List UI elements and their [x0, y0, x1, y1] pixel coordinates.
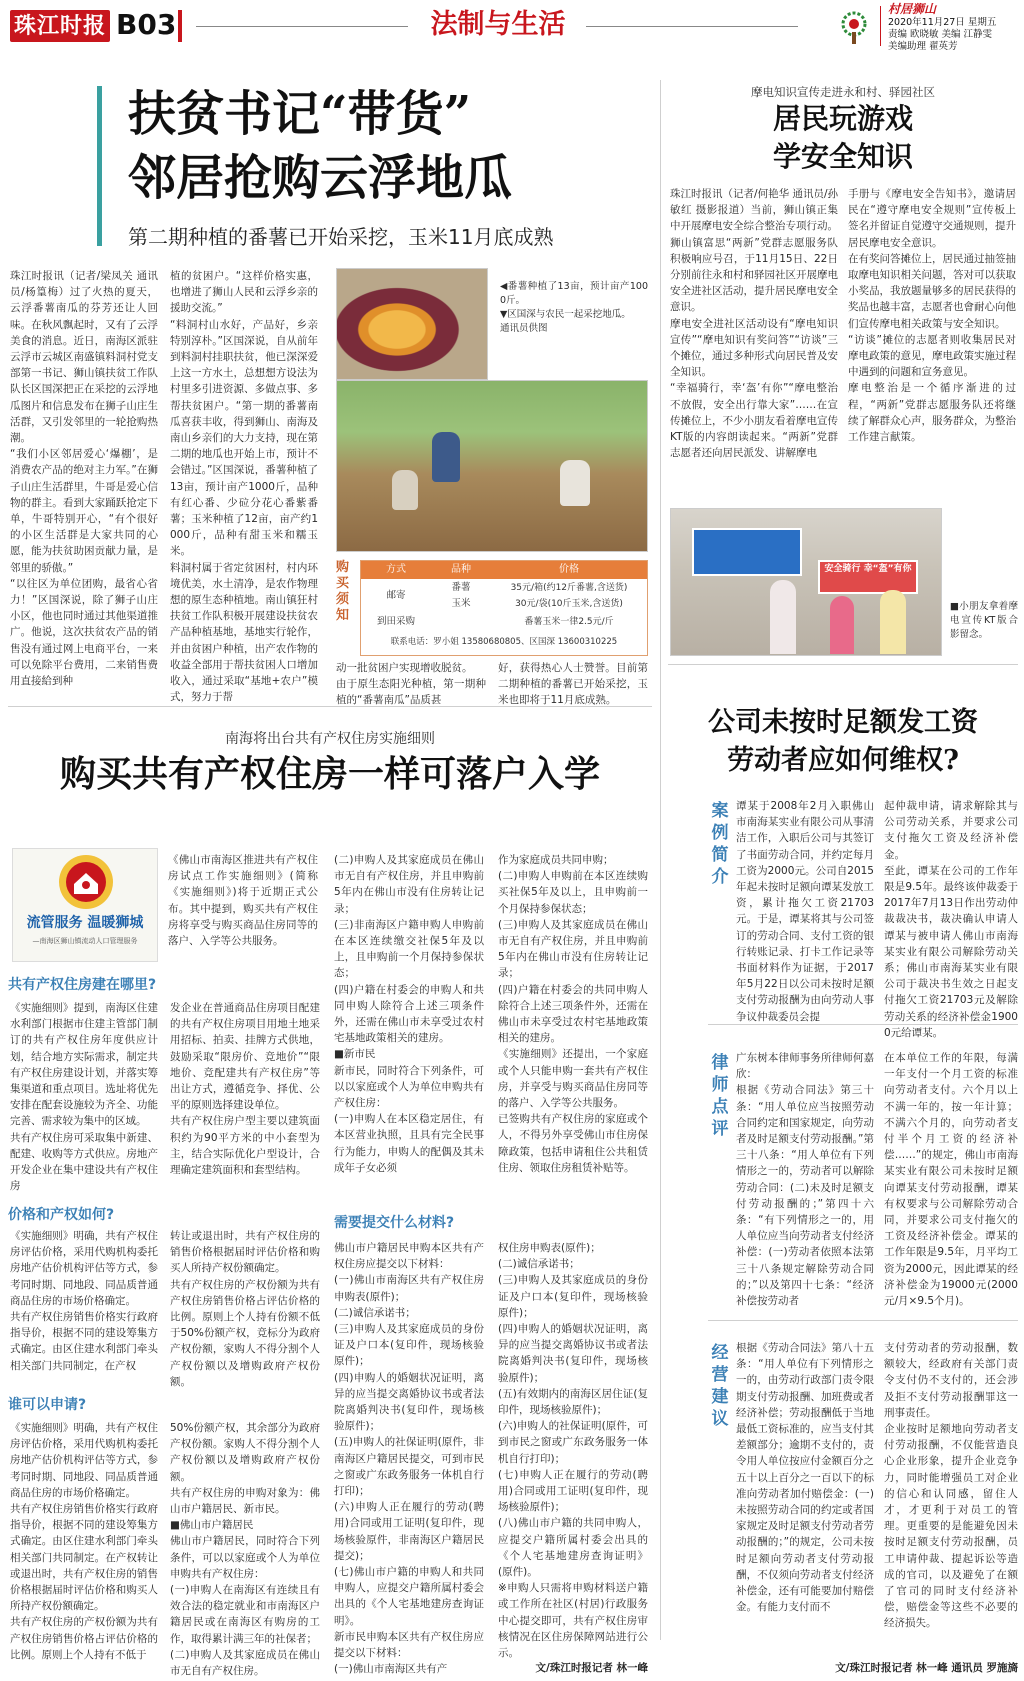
story3-q1-col2: 发企业在普通商品住房项目配建的共有产权住房项目用地土地采用招标、拍卖、挂牌方式供地，鼓励采取“限房价、竞地价”“限地价、竞配建共有产权住房”等出让方式，遵循竞争、择优、公平的原则选择建设单位。 共有产权住房户型主要以建筑面积约为90平方米的中小套型为主，结合实际优化户型设计，合理确定建筑面积和套型结构。 — [170, 1002, 320, 1177]
child-figure-2 — [830, 596, 854, 654]
story4-advice-col1: 根据《劳动合同法》第八十五条：“用人单位有下列情形之一的，由劳动行政部门责令限期支付劳动报酬、加班费或者经济补偿；劳动报酬低于当地最低工资标准的，应当支付其差额部分；逾期不支付的，责令用人单位按应付金额百分之五十以上百分之一百以下的标准向劳动者加付赔偿金：(一)未按照劳动合同的约定或者国家规定及时足额支付劳动者劳动报酬的；”的规定，公司未按时足额向劳动者支付劳动报酬，不仅须向劳动者支付经济补偿金，还有可能要加付赔偿金。有能力支付而不 — [736, 1342, 874, 1614]
table-cell-price: 35元/箱(约12斤番薯,含送货) — [510, 583, 628, 593]
story4-case-col2: 起仲裁申请，请求解除其与公司劳动关系，并要求公司支付拖欠工资及经济补偿金。 至此，谭某在公司的工作年限是9.5年。最终该仲裁委于2017年7月13日作出劳动仲裁裁决书，裁决确认申请人谭某与被申请人佛山市南海某实业有限公司解除劳动关系；佛山市南海某实业有限公司于裁决书生效之日起支付拖欠工资21703元及解除劳动关系的经济补偿金19000元给谭某。 — [884, 800, 1018, 1039]
case-summary-label: 案例简介 — [711, 801, 729, 887]
story2-photo-caption: ■小朋友拿着摩电宣传KT版合影留念。 — [950, 601, 1018, 640]
child-figure-3 — [880, 590, 906, 654]
story2-bottom-rule — [668, 664, 1018, 665]
story4-lawyer-col1: 广东树本律师事务所律师何嘉欣： 根据《劳动合同法》第三十条：“用人单位应当按照劳动合同约定和国家规定，向劳动者及时足额支付劳动报酬。”第三十八条：“用人单位有下列情形之一的，劳动者可以解除劳动合同：(二)未及时足额支付劳动报酬的；”第四十六条：“有下列情形之一的，用人单位应当向劳动者支付经济补偿：(一)劳动者依照本法第三十八条规定解除劳动合同的；”以及第四十七条：“经济补偿按劳动者 — [736, 1052, 874, 1308]
story4-case-col1: 谭某于2008年2月入职佛山市南海某实业有限公司从事清洁工作，入职后公司与其签订了书面劳动合同，并约定每月工资为2000元。公司自2015年起未按时足额向谭某发放工资，累计拖欠工资21703元。于是，谭某将其与公司签订的劳动合同、支付工资的银行转账记录、打卡工作记录等书面材料作为证据，于2017年5月22日以公司未按时足额支付劳动报酬为由向劳动人事争议仲裁委员会提 — [736, 800, 874, 1023]
sweet-potato-photo — [336, 268, 488, 380]
child-figure-1 — [770, 580, 796, 654]
event-banner — [692, 528, 802, 576]
story1-subtitle: 第二期种植的番薯已开始采挖，玉米11月底成熟 — [128, 225, 554, 249]
table-header-method: 方式 — [386, 564, 406, 575]
paper-name: 珠江时报 — [13, 13, 106, 39]
editor-line-2: 美编助理 翟英芳 — [888, 41, 958, 52]
page-number: B03 — [116, 8, 177, 41]
story4-title-line2: 劳动者应如何维权? — [727, 745, 959, 776]
story3-q3-col1: 《实施细则》明确，共有产权住房评估价格，采用代购机构委托房地产估价机构评估等方式，参考同时期、同地段、同品质普通商品住房的市场价格确定。 共有产权住房销售价格实行政府指导价，根据不同的建设筹集方式确定。由区住建水利部门牵头相关部门共同制定。在产权转让或退出时，共有产权住房的销售价格根据届时评估价格和购买人所持产权份额确定。 共有产权住房的产权份额为共有产权住房销售价格占评估价格的比例。原则上个人持有不低于 — [10, 1422, 158, 1661]
story3-q2-col1: 《实施细则》明确，共有产权住房评估价格，采用代购机构委托房地产估价机构评估等方式，参考同时期、同地段、同品质普通商品住房的市场价格确定。 共有产权住房销售价格实行政府指导价，根据不同的建设筹集方式确定。由区住建水利部门牵头相关部门共同制定，在产权 — [10, 1230, 158, 1372]
story3-title: 购买共有产权住房一样可落户入学 — [59, 753, 600, 795]
story3-q4-heading: 需要提交什么材料? — [334, 1215, 455, 1231]
story4-title-line1: 公司未按时足额发工资 — [708, 707, 978, 738]
story3-kicker: 南海将出台共有产权住房实施细则 — [225, 731, 435, 747]
story3-q1-heading: 共有产权住房建在哪里? — [8, 977, 157, 993]
story1-col2: 植的贫困户。“这样价格实惠，也增进了狮山人民和云浮乡亲的援助交流。” “料洞村山水好，产品好，乡亲特别淳朴。”区国深说，自从前年到料洞村挂职扶贫，他已深深爱上这一方水土，总想想方设法为村里多引进资源、多做点事、多帮扶贫困户。“第一期的番薯南瓜喜获丰收，得到狮山、南海及南山乡亲们的大力支持，现在第二期的地瓜也开始上市，预计不会错过。”区国深说，番薯种植了13亩，预计亩产1000斤，品种有红心番、少砬分花心番紫番薯；玉米种植了12亩，亩产约1000斤，品种有甜玉米和糯玉米。 料洞村属于省定贫困村，村内环境优美，水土清净，是农作物理想的原生态种植地。南山镇狂村扶贫工作队积极开展建设扶贫农产品种植基地，基地实行轮作，并由贫困户种植，出产农作物的收益全部用于帮扶贫困人口增加收入，通过采取“基地+农户”模式，努力于帮 — [170, 270, 318, 704]
logo-subtitle: —南海区狮山镇流动人口管理服务 — [32, 937, 138, 945]
column-divider-main — [660, 80, 661, 1640]
house-hands-icon — [57, 853, 115, 911]
table-cell-variety: 番薯 — [451, 582, 471, 593]
story2-title-line2: 学安全知识 — [772, 140, 913, 173]
story1-title-line2: 邻居抢购云浮地瓜 — [128, 150, 513, 206]
story3-q1-col1: 《实施细则》提到，南海区住建水利部门根据市住建主管部门制订的共有产权住房年度供应计划，结合地方实际需求，制定共有产权住房建设计划，并落实筹集渠道和重点项目。选址将优先安排在配套设施较为齐全、功能完善、需求较为集中的区域。 共有产权住房可采取集中新建、配建、收购等方式供应。房地产开发企业在集中建设共有产权住房 — [10, 1002, 158, 1193]
table-header-variety: 品种 — [451, 564, 471, 575]
masthead — [0, 0, 1024, 52]
story1-accent-bar — [97, 86, 102, 246]
story4-rule-2 — [708, 1320, 1018, 1321]
masthead-rule-right — [586, 26, 798, 27]
story2-title-line1: 居民玩游戏 — [772, 102, 913, 135]
story1-photo-caption: ◀番薯种植了13亩，预计亩产1000斤。 ▼区国深与农民一起采挖地瓜。 通讯员供图 — [500, 281, 648, 334]
masthead-rule-left — [196, 26, 408, 27]
story4-lawyer-col2: 在本单位工作的年限，每满一年支付一个月工资的标准向劳动者支付。六个月以上不满一年的，按一年计算；不满六个月的，向劳动者支付半个月工资的经济补偿……”的规定，佛山市南海某实业有限公司未按时足额向谭某支付劳动报酬，谭某有权要求与公司解除劳动合同，并要求公司支付拖欠的工资及经济补偿金。谭某的工作年限是9.5年，月平均工资为2000元，因此谭某的经济补偿金为19000元(2000元/月×9.5个月)。 — [884, 1052, 1018, 1308]
table-cell-variety: 玉米 — [451, 598, 471, 609]
field-harvest-photo — [336, 380, 648, 552]
story1-col1: 珠江时报讯（记者/梁凤关 通讯员/杨篁梅）过了火热的夏天，云浮番薯南瓜的芬芳还让人回味。在秋风飘起时，又有了云浮美食的消息。近日，南海区派驻云浮市云城区南盛镇料洞村党支部第一书记、狮山镇扶贫工作队队长区国深把正在采挖的云浮地瓜图片和信息发布在狮子山庄生活群，又引发邻里的一轮抢购热潮。 “我们小区邻居爱心‘爆棚’，是消费农产品的绝对主力军。”在狮子山庄生活群里，牛哥是爱心信物的群主。看到大家踊跃抢定下单，牛哥特别开心，“有个很好的小区生活群是大家共同的心愿，能为扶贫助困贡献力量，是邻里的骄傲。” “以往区为单位团购，最省心省力！”区国深说，除了狮子山庄小区，他也同时通过其他渠道推广。他说，这次扶贫农产品的销售没有通过网上电商平台，一来可以免除平台费用，二来销售费用直接給到种 — [10, 270, 158, 688]
editor-line-1: 责编 欧晓敏 美编 江静雯 — [888, 29, 993, 40]
table-cell-method: 邮寄 — [386, 590, 406, 601]
table-cell-price: 番薯玉米一律2.5元/斤 — [524, 617, 614, 627]
story1-title-line1: 扶贫书记“带货” — [128, 86, 472, 142]
tree-logo-icon — [834, 10, 874, 46]
table-header-price: 价格 — [559, 564, 579, 575]
story3-col3b: 佛山市户籍居民申购本区共有产权住房应提交以下材料： (一)佛山市南海区共有产权住房申购表(原件)； (二)诚信承诺书； (三)申购人及其家庭成员的身份证及户口本(复印件，现场核验原件)； (四)申购人的婚姻状况证明，离异的应当提交离婚协议书或者法院离婚判决书(复印件，现场核验原件)； (五)申购人的社保证明(原件，非南海区户籍居民提交，可到市民之窗或广东政务服务一体机自行打印)； (六)申购人正在履行的劳动(聘用)合同或用工证明(复印件，现场核验原件，非南海区户籍居民提交)； (七)佛山市户籍的申购人和共同申购人，应提交户籍所属村委会出具的《个人宅基地建房查询证明》。 新市民申购本区共有产权住房应提交以下材料： (一)佛山市南海区共有产 — [334, 1242, 484, 1676]
story4-byline: 文/珠江时报记者 林一峰 通讯员 罗施旖 — [835, 1662, 1018, 1674]
field-person-2 — [392, 470, 418, 510]
story1-col3: 动一批贫困户实现增收脱贫。 由于原生态阳光种植，第一期种植的“番薯南瓜”品质甚 — [336, 662, 486, 707]
story2-kicker: 摩电知识宣传走进永和村、驿园社区 — [751, 85, 935, 99]
story1-col4: 好，获得热心人士赞誉。目前第二期种植的番薯已开始采挖，玉米也即将于11月底成熟。 — [498, 662, 648, 707]
story2-col2: 手册与《摩电安全告知书》，邀请居民在“遵守摩电安全规则”宣传板上签名并留证自觉遵守交通规则，提升居民摩电安全意识。 在有奖问答摊位上，居民通过抽签抽取摩电知识相关问题，答对可以获取小奖品，我放题量够多的居民获得的奖品也越丰富，志愿者也會耐心向他们宣传摩电相关政策与安全知识。 “访谈”摊位的志愿者则收集居民对摩电政策的意见，摩电政策实施过程中遇到的问题和宣务意见。 摩电整治是一个循序渐进的过程，“两新”党群志愿服务队还将继续了解群众心声，服务群众，为整治工作建言献策。 — [848, 188, 1016, 444]
column-name: 村居狮山 — [888, 2, 937, 16]
event-kt-board-text: 安全骑行 幸“盔”有你 — [824, 564, 912, 574]
purchase-notice-label: 购买须知 — [336, 560, 350, 623]
story3-intro: 《佛山市南海区推进共有产权住房试点工作实施细则》(简称《实施细则》)将于近期正式公布。其中提到，购买共有产权住房将享受与购买商品住房同等的落户、入学等公共服务。 — [168, 854, 318, 948]
field-person-3 — [560, 460, 590, 506]
masthead-bar — [178, 10, 182, 42]
story4-rule-1 — [708, 1024, 1018, 1025]
story3-col4b: 权住房申购表(原件)； (二)诚信承诺书； (三)申购人及其家庭成员的身份证及户口本(复印件，现场核验原件)； (四)申购人的婚姻状况证明，离异的应当提交离婚协议书或者法院离婚判决书(复印件，现场核验原件)； (五)有效期内的南海区居住证(复印件，现场核验原件)； (六)申购人的社保证明(原件，可到市民之窗或广东政务服务一体机自行打印)； (七)申购人正在履行的劳动(聘用)合同或用工证明(复印件，现场核验原件)； (八)佛山市户籍的共同申购人，应提交户籍所属村委会出具的《个人宅基地建房查询证明》(原件)。 ※申购人只需将申购材料送户籍或工作所在社区(村居)行政服务中心提交即可，共有产权住房审核情况在区住房保障网站进行公示。 — [498, 1242, 648, 1660]
story3-byline: 文/珠江时报记者 林一峰 — [535, 1662, 648, 1674]
story3-q3-col2: 50%份额产权，其余部分为政府产权份额。家购人不得分割个人产权份额以及增购政府产权份额。 共有产权住房的申购对象为：佛山市户籍居民、新市民。 ■佛山市户籍居民 佛山市户籍居民，同时符合下列条件，可以以家庭或个人为单位申购共有产权住房： (一)申购人在南海区有连续且有效合法的稳定就业和市南海区户籍居民或在南海区有购房的工作，取得累计满三年的社保者； (二)申购人及其家庭成员在佛山市无自有产权住房。 — [170, 1422, 320, 1678]
story3-q2-heading: 价格和产权如何? — [8, 1207, 115, 1223]
lawyer-comment-label: 律师点评 — [711, 1053, 729, 1139]
story3-q2-col2: 转让或退出时，共有产权住房的销售价格根据届时评估价格和购买人所持产权份额确定。 共有产权住房的产权份额为共有产权住房销售价格占评估价格的比例。原则上个人持有份额不低于50%份额产权，竞标分为政府产权份额，家购人不得分割个人产权份额以及增购政府产权份额。 — [170, 1230, 320, 1388]
issue-date: 2020年11月27日 星期五 — [888, 17, 997, 28]
story2-col1: 珠江时报讯（记者/何艳华 通讯员/孙敏红 摄影报道）当前，狮山镇正集中开展摩电安全综合整治专项行动。狮山镇富思“两新”党群志愿服务队积极响应号召，于11月15日、22日分别前往永和村和驿园社区开展摩电安全进社区活动，提升居民摩电安全意识。 摩电安全进社区活动设有“摩电知识宣传”“摩电知识有奖问答”“访谈”三个摊位，通过多种形式向居民普及安全知识。 “幸福骑行，幸‘盔’有你”“摩电整治不放假，安全出行靠大家”……在宣传摊位上，不少小朋友看着摩电宣传KT版的内容朗读起来。“两新”党群志愿者还向居民派发、讲解摩电 — [670, 188, 838, 460]
story3-col3: (二)申购人及其家庭成员在佛山市无自有产权住房，并且申购前5年内在佛山市没有住房转让记录； (三)非南海区户籍申购人申购前在本区连续缴交社保5年及以上，且申购前一个月保持参保状态； (四)户籍在村委会的申购人和共同申购人除符合上述三项条件外，还需在佛山市未享受过农村宅基地政策相关的建房。 ■新市民 新市民，同时符合下列条件，可以以家庭或个人为单位申购共有产权住房： (一)申购人在本区稳定居住，有本区营业执照，且具有完全民事行为能力，申购人的配偶及其未成年子女必须 — [334, 854, 484, 1174]
business-advice-label: 经营建议 — [711, 1343, 729, 1429]
table-cell-method: 到田采购 — [376, 616, 415, 627]
story3-q3-heading: 谁可以申请? — [8, 1397, 87, 1413]
logo-title: 流管服务 温暖狮城 — [26, 915, 144, 931]
section-title: 法制与生活 — [430, 9, 566, 40]
table-cell-price: 30元/袋(10斤玉米,含送货) — [515, 599, 623, 609]
purchase-table — [360, 560, 648, 656]
table-contact: 联系电话：罗小姐 13580680805、区国深 13600310225 — [390, 637, 618, 647]
story1-bottom-rule — [8, 706, 652, 707]
story4-advice-col2: 支付劳动者的劳动报酬，数额较大，经政府有关部门责令支付仍不支付的，还会涉及拒不支付劳动报酬罪这一刑事责任。 企业按时足额地向劳动者支付劳动报酬，不仅能营造良心企业形象，提升企业竞争力，同时能增强员工对企业的信心和认同感，留住人才，才更利于对员工的管理。更重要的是能避免因未按时足额支付劳动报酬，员工申请仲裁、提起诉讼等造成的官司，以及避免了在额了官司的同时支付经济补偿，赔偿金等这些不必要的经济损失。 — [884, 1342, 1018, 1630]
field-person-1 — [432, 432, 460, 482]
masthead-divider — [880, 6, 881, 46]
story3-col4: 作为家庭成员共同申购； (二)申购人申购前在本区连续购买社保5年及以上，且申购前一个月保持参保状态； (三)申购人及其家庭成员在佛山市无自有产权住房，并且申购前5年内在佛山市没有住房转让记录； (四)户籍在村委会的共同申购人除符合上述三项条件外，还需在佛山市未享受过农村宅基地政策相关的建房。 《实施细则》还提出，一个家庭或个人只能申购一套共有产权住房，并享受与购买商品住房同等的落户、入学等公共服务。 已签购共有产权住房的家庭或个人，不得另外享受佛山市住房保障政策，包括申请租住公共租赁住房、领取住房租赁补贴等。 — [498, 854, 648, 1174]
